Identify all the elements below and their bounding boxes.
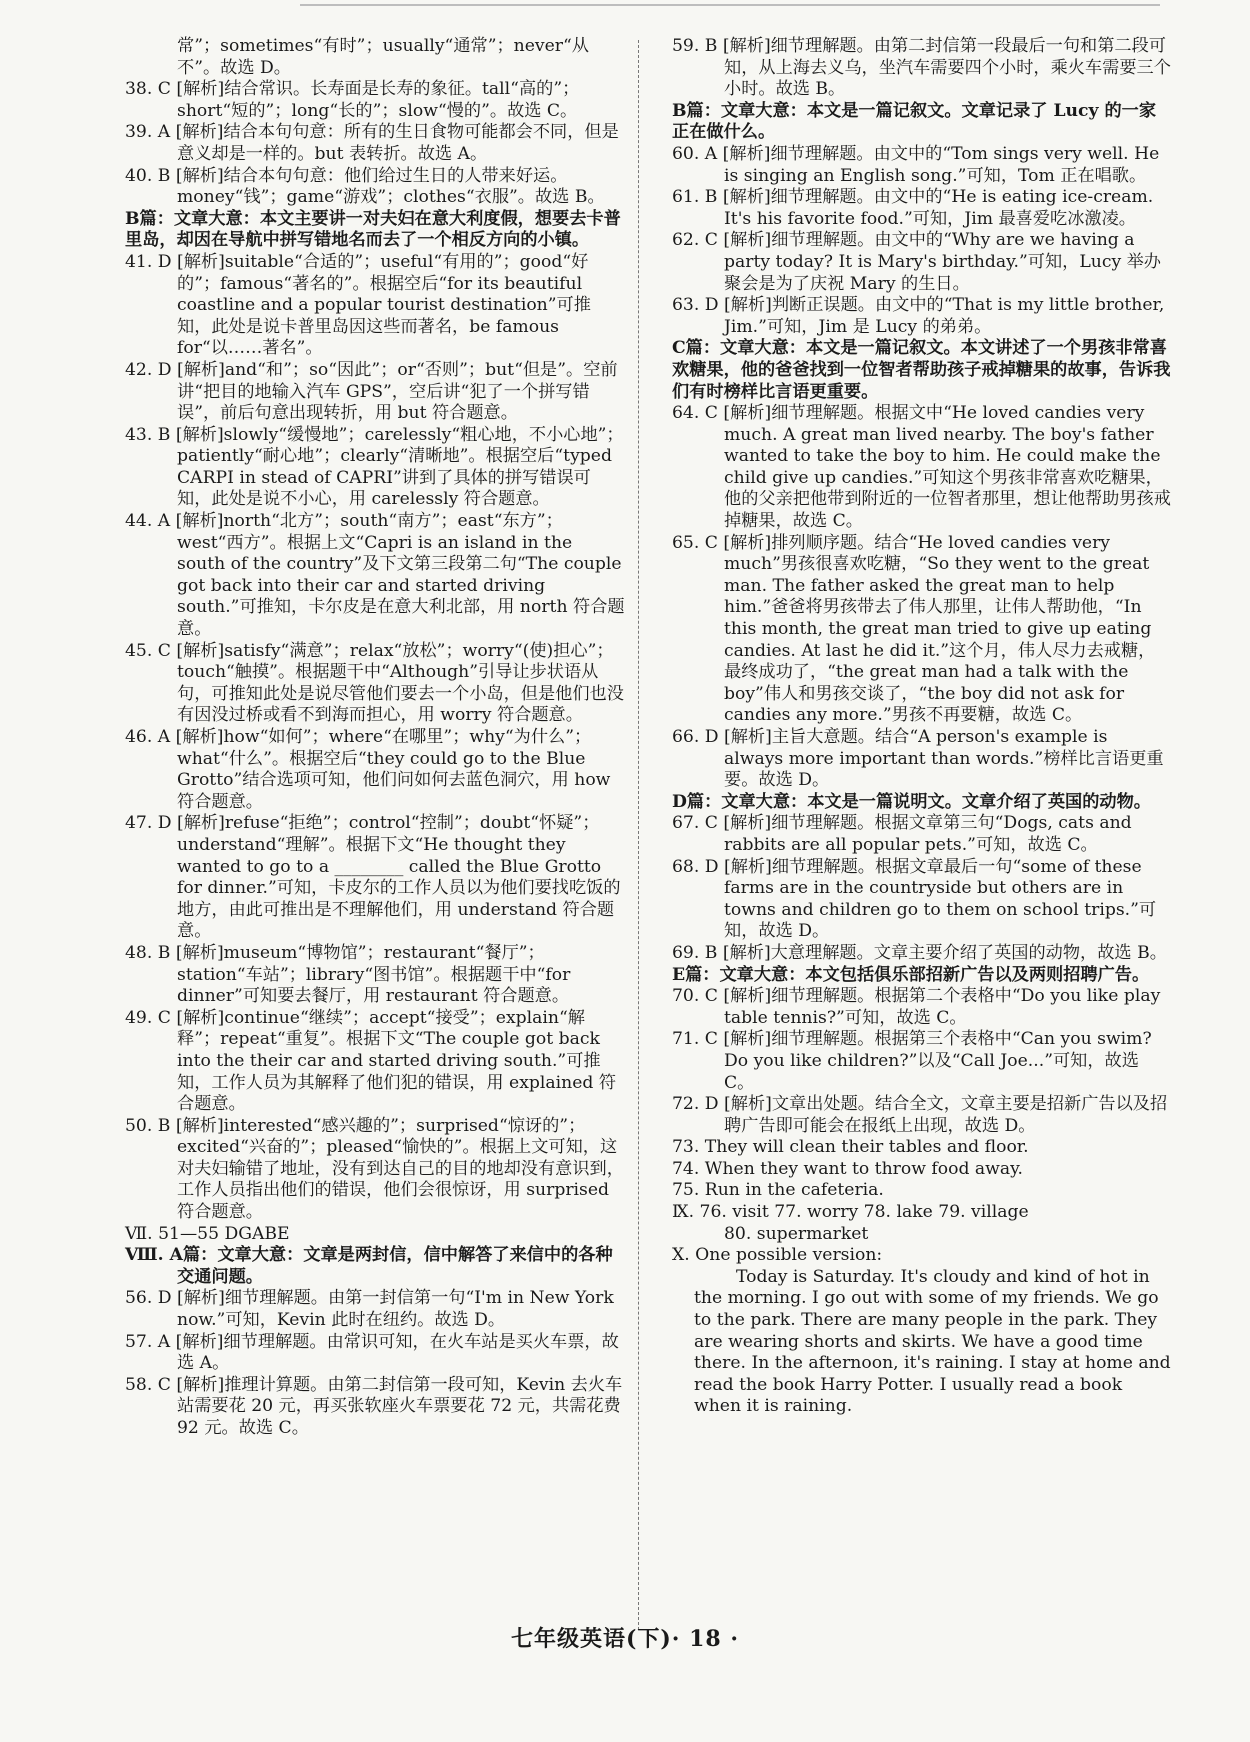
answer-line: Ⅶ. 51—55 DGABE [125,1223,290,1244]
answer-line: 68. D [解析]细节理解题。根据文章最后一句“some of these farms are in the countryside but others are in towns and children go to them on school trips.”可知，故选 D。 [672,856,1157,942]
answer-line: 39. A [解析]结合本句句意：所有的生日食物可能都会不同，但是意义却是一样的。but 表转折。故选 A。 [125,122,619,164]
answer-line: C篇：文章大意：本文是一篇记叙文。本文讲述了一个男孩非常喜欢糖果，他的爸爸找到一位智者帮助孩子戒掉糖果的故事，告诉我们有时榜样比言语更重要。 [672,338,1171,402]
answer-line: 65. C [解析]排列顺序题。结合“He loved candies very much”男孩很喜欢吃糖，“So they went to the great man. The father asked the great man to help him.”爸爸将男孩带去了伟人那里，让伟人帮助他，“In this month, the great man tried to give up eating candies. At last he did it.”这个月，伟人尽力去戒糖，最终成功了，“the great man had a talk with the boy”伟人和男孩交谈了，“the boy did not ask for candies any more.”男孩不再要糖，故选 C。 [672,532,1156,726]
answer-line: 80. supermarket [724,1223,869,1244]
answer-line: 64. C [解析]细节理解题。根据文中“He loved candies very much. A great man lived nearby. The boy's father wanted to take the boy to him. He could make the child give up candies.”可知这个男孩非常喜欢吃糖果，他的父亲把他带到附近的一位智者那里，想让他帮助男孩戒掉糖果，故选 C。 [672,403,1171,532]
answer-line: 47. D [解析]refuse“拒绝”；control“控制”；doubt“怀疑”；understand“理解”。根据下文“He thought they wanted to go to a ________ called the Blue Grotto for dinner.”可知，卡皮尔的工作人员以为他们要找吃饭的地方，由此可推出是不理解他们，用 understand 符合题意。 [125,813,621,942]
answer-line: 72. D [解析]文章出处题。结合全文，文章主要是招新广告以及招聘广告即可能会在报纸上出现，故选 D。 [672,1094,1168,1136]
answer-line: 62. C [解析]细节理解题。由文中的“Why are we having a party today? It is Mary's birthday.”可知，Lucy 举办聚会是为了庆祝 Mary 的生日。 [672,230,1161,294]
top-rule [300,4,1160,6]
answer-line: B篇：文章大意：本文是一篇记叙文。文章记录了 Lucy 的一家正在做什么。 [672,100,1157,143]
answer-line: 56. D [解析]细节理解题。由第一封信第一句“I'm in New York now.”可知，Kevin 此时在纽约。故选 D。 [125,1288,614,1331]
page-footer: 七年级英语(下)· 18 · [510,1626,740,1652]
answer-line: 41. D [解析]suitable“合适的”；useful“有用的”；good“好的”；famous“著名的”。根据空后“for its beautiful coastline and a popular tourist destination”可推知，此处是说卡普里岛因这些而著名，be famous for“以……著名”。 [125,251,591,359]
answer-line: 38. C [解析]结合常识。长寿面是长寿的象征。tall“高的”；short“短的”；long“长的”；slow“慢的”。故选 C。 [125,79,580,121]
answer-line: 60. A [解析]细节理解题。由文中的“Tom sings very well. He is singing an English song.”可知，Tom 正在唱歌。 [672,143,1160,186]
answer-line: Ⅸ. 76. visit 77. worry 78. lake 79. village [672,1202,1029,1223]
answer-line: 48. B [解析]museum“博物馆”；restaurant“餐厅”；station“车站”；library“图书馆”。根据题干中“for dinner”可知要去餐厅，用 restaurant 符合题意。 [125,942,571,1007]
answer-line: Today is Saturday. It's cloudy and kind of hot in the morning. I go out with some of my friends. We go to the park. There are many people in the park. They are wearing shorts and skirts. We have a good time there. In the afternoon, it's raining. I stay at home and read the book Harry Potter. I usually read a book when it is raining. [694,1266,1171,1417]
answer-line: Ⅷ. A篇：文章大意：文章是两封信，信中解答了来信中的各种交通问题。 [125,1245,613,1287]
answer-line: 57. A [解析]细节理解题。由常识可知，在火车站是买火车票，故选 A。 [125,1331,619,1374]
answer-line: 40. B [解析]结合本句句意：他们给过生日的人带来好运。money“钱”；game“游戏”；clothes“衣服”。故选 B。 [125,165,605,208]
answer-line: 45. C [解析]satisfy“满意”；relax“放松”；worry“(使)担心”；touch“触摸”。根据题干中“Although”引导让步状语从句，可推知此处是说尽管他们要去一个小岛，但是他们也没有因没过桥或看不到海而担心，用 worry 符合题意。 [125,640,624,726]
answer-line: 46. A [解析]how“如何”；where“在哪里”；why“为什么”；what“什么”。根据空后“they could go to the Blue Grotto”结合选项可知，他们问如何去蓝色洞穴，用 how 符合题意。 [125,727,611,812]
answer-line: 63. D [解析]判断正误题。由文中的“That is my little brother, Jim.”可知，Jim 是 Lucy 的弟弟。 [672,295,1165,337]
answer-line: D篇：文章大意：本文是一篇说明文。文章介绍了英国的动物。 [672,791,1151,812]
answer-line: 70. C [解析]细节理解题。根据第二个表格中“Do you like play table tennis?”可知，故选 C。 [672,986,1161,1028]
answer-line: 59. B [解析]细节理解题。由第二封信第一段最后一句和第二段可知，从上海去义乌，坐汽车需要四个小时，乘火车需要三个小时。故选 B。 [672,36,1171,100]
answer-line: 常”；sometimes“有时”；usually“通常”；never“从不”。故选 D。 [177,36,589,78]
answer-line: 61. B [解析]细节理解题。由文中的“He is eating ice-cream. It's his favorite food.”可知，Jim 最喜爱吃冰激凌。 [672,187,1154,229]
answer-line: Ⅹ. One possible version: [672,1245,883,1266]
left-column [125,36,625,1440]
answer-line: 49. C [解析]continue“继续”；accept“接受”；explain“解释”；repeat“重复”。根据下文“The couple got back into the their car and started driving south.”可推知，工作人员为其解释了他们犯的错误，用 explained 符合题意。 [125,1007,617,1115]
answer-line: 43. B [解析]slowly“缓慢地”；carelessly“粗心地，不小心地”；patiently“耐心地”；clearly“清晰地”。根据空后“typed CARPI in stead of CAPRI”讲到了具体的拼写错误可知，此处是说不小心，用 carelessly 符合题意。 [125,424,624,510]
answer-line: 66. D [解析]主旨大意题。结合“A person's example is always more important than words.”榜样比言语更重要。故选 D。 [672,727,1164,791]
answer-line: 75. Run in the cafeteria. [672,1180,884,1201]
answer-line: B篇：文章大意：本文主要讲一对夫妇在意大利度假，想要去卡普里岛，却因在导航中拼写错地名而去了一个相反方向的小镇。 [125,208,621,251]
answer-line: 44. A [解析]north“北方”；south“南方”；east“东方”；west“西方”。根据上文“Capri is an island in the south of the country”及下文第三段第二句“The couple got back into their car and started driving south.”可推知，卡尔皮是在意大利北部，用 north 符合题意。 [125,511,625,640]
answer-line: 73. They will clean their tables and floor. [672,1137,1029,1158]
answer-line: E篇：文章大意：本文包括俱乐部招新广告以及两则招聘广告。 [672,964,1150,985]
answer-line: 74. When they want to throw food away. [672,1158,1024,1179]
column-divider [638,40,639,1630]
answer-line: 69. B [解析]大意理解题。文章主要介绍了英国的动物，故选 B。 [672,942,1167,963]
answer-line: 71. C [解析]细节理解题。根据第三个表格中“Can you swim? Do you like children?”以及“Call Joe...”可知，故选 C。 [672,1029,1152,1093]
answer-line: 50. B [解析]interested“感兴趣的”；surprised“惊讶的”；excited“兴奋的”；pleased“愉快的”。根据上文可知，这对夫妇输错了地址，没有到达自己的目的地却没有意识到，工作人员指出他们的错误，他们会很惊讶，用 surprised 符合题意。 [125,1115,624,1223]
answer-line: 42. D [解析]and“和”；so“因此”；or“否则”；but“但是”。空前讲“把目的地输入汽车 GPS”，空后讲“犯了一个拼写错误”，前后句意出现转折，用 but 符合题意。 [125,359,618,424]
answer-line: 58. C [解析]推理计算题。由第二封信第一段可知，Kevin 去火车站需要花 20 元，再买张软座火车票要花 72 元，共需花费 92 元。故选 C。 [125,1374,623,1438]
answer-line: 67. C [解析]细节理解题。根据文章第三句“Dogs, cats and rabbits are all popular pets.”可知，故选 C。 [672,813,1132,855]
right-column [672,36,1172,1418]
